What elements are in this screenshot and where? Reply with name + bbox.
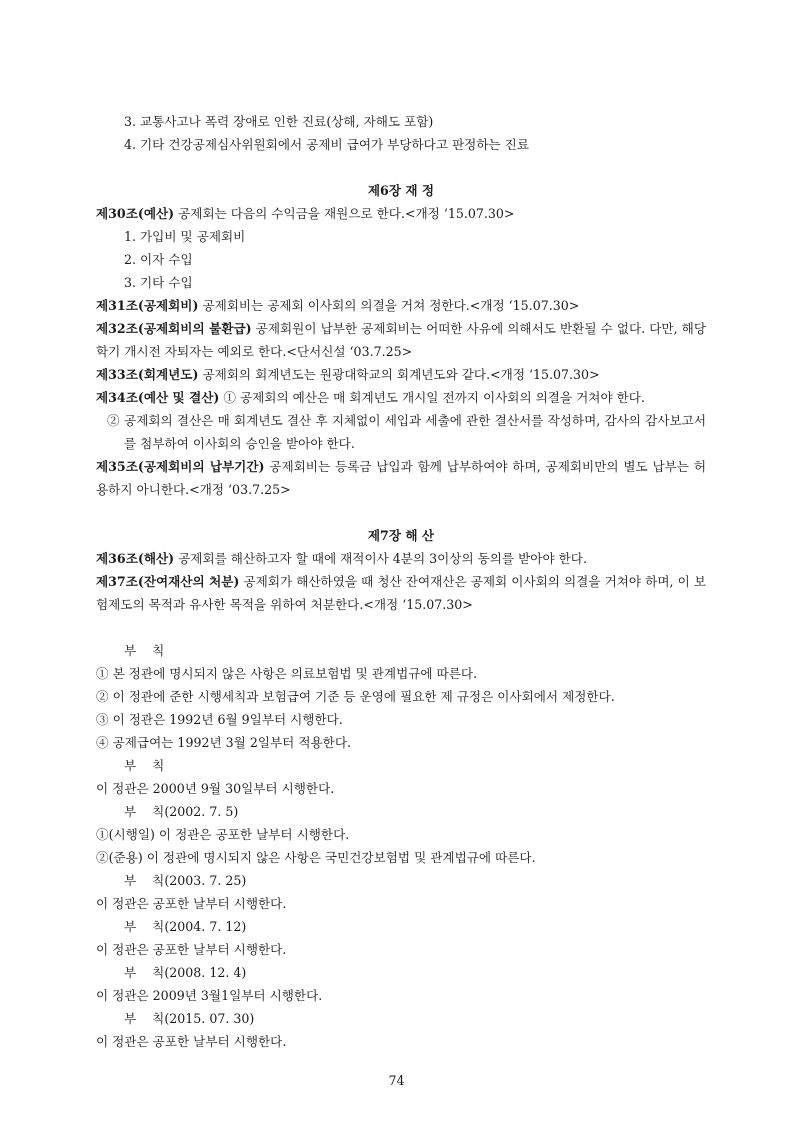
article-35 [96,455,706,501]
supplementary-heading: 부 칙(2008. 12. 4) [124,965,247,980]
article-text: 공제회비는 등록금 납입과 함께 납부하여야 하며, 공제회비만의 별도 납부는 허용하지 아니한다.<개정 ‘03.7.25> [96,459,706,497]
article-title: 제35조(공제회비의 납부기간) [96,459,265,474]
supplementary-line: ② 이 정관에 준한 시행세칙과 보험급여 기준 등 운영에 필요한 제 규정은 이사회에서 제정한다. [96,689,615,704]
supplementary-line: ①(시행일) 이 정관은 공포한 날부터 시행한다. [96,827,350,842]
list-item: 1. 가입비 및 공제회비 [124,229,246,244]
supplementary-line: 이 정관은 2009년 3월1일부터 시행한다. [96,988,323,1003]
supplementary-line: 이 정관은 공포한 날부터 시행한다. [96,1034,287,1049]
article-title: 제34조(예산 및 결산) [96,390,220,405]
supplementary-heading: 부 칙(2004. 7. 12) [124,919,247,934]
supplementary-line: 이 정관은 공포한 날부터 시행한다. [96,942,287,957]
list-item: 3. 기타 수입 [124,275,193,290]
article-title: 제32조(공제회비의 불환급) [96,321,252,336]
document-body [96,110,706,1053]
article-34 [96,386,706,409]
article-text: 공제회가 해산하였을 때 청산 잔여재산은 공제회 이사회의 의결을 거쳐야 하며, 이 보험제도의 목적과 유사한 목적을 위하여 처분한다.<개정 ‘15.07.30> [96,574,706,612]
article-title: 제36조(해산) [96,551,175,566]
supplementary-heading: 부 칙(2015. 07. 30) [124,1011,255,1026]
article-text: 공제회는 다음의 수익금을 재원으로 한다.<개정 ‘15.07.30> [174,206,515,221]
article-31 [96,294,706,317]
supplementary-provisions [96,639,706,1053]
article-text: 공제회의 회계년도는 원광대학교의 회계년도와 같다.<개정 ‘15.07.30> [198,367,600,382]
article-title: 제30조(예산) [96,206,175,221]
article-32 [96,317,706,363]
supplementary-heading: 부 칙(2003. 7. 25) [124,873,247,888]
article-33 [96,363,706,386]
article-title: 제31조(공제회비) [96,298,199,313]
list-item: 3. 교통사고나 폭력 장애로 인한 진료(상해, 자해도 포함) [124,114,434,129]
article-text: 공제회를 해산하고자 할 때에 재적이사 4분의 3이상의 동의를 받아야 한다. [174,551,587,566]
supplementary-line: 이 정관은 공포한 날부터 시행한다. [96,896,287,911]
supplementary-line: 이 정관은 2000년 9월 30일부터 시행한다. [96,781,335,796]
article-text: 공제회원이 납부한 공제회비는 어떠한 사유에 의해서도 반환될 수 없다. 다만, 해당학기 개시전 자퇴자는 예외로 한다.<단서신설 ‘03.7.25> [96,321,706,359]
supplementary-line: ① 본 정관에 명시되지 않은 사항은 의료보험법 및 관계법규에 따른다. [96,666,478,681]
supplementary-line: ④ 공제급여는 1992년 3월 2일부터 적용한다. [96,735,352,750]
article-title: 제33조(회계년도) [96,367,199,382]
chapter-heading-7: 제7장 해 산 [367,528,435,543]
supplementary-heading: 부 칙(2002. 7. 5) [124,804,239,819]
article-37 [96,570,706,616]
supplementary-line: ②(준용) 이 정관에 명시되지 않은 사항은 국민건강보험법 및 관계법규에 따른다. [96,850,536,865]
chapter-heading-6: 제6장 재 정 [367,183,435,198]
article-text: ① 공제회의 예산은 매 회계년도 개시일 전까지 이사회의 의결을 거쳐야 한다. [219,390,645,405]
supplementary-heading: 부 칙 [124,758,165,773]
supplementary-heading: 부 칙 [124,643,165,658]
article-34-paragraph-2: ② 공제회의 결산은 매 회계년도 결산 후 지체없이 세입과 세출에 관한 결산서를 작성하며, 감사의 감사보고서를 첨부하여 이사회의 승인을 받아야 한다. [107,413,706,451]
list-item: 4. 기타 건강공제심사위원회에서 공제비 급여가 부당하다고 판정하는 진료 [124,137,530,152]
article-title: 제37조(잔여재산의 처분) [96,574,240,589]
supplementary-line: ③ 이 정관은 1992년 6월 9일부터 시행한다. [96,712,343,727]
article-30 [96,202,706,225]
article-text: 공제회비는 공제회 이사회의 의결을 거쳐 정한다.<개정 ‘15.07.30> [198,298,580,313]
article-36 [96,547,706,570]
list-item: 2. 이자 수입 [124,252,193,267]
page-number: 74 [388,1073,405,1088]
